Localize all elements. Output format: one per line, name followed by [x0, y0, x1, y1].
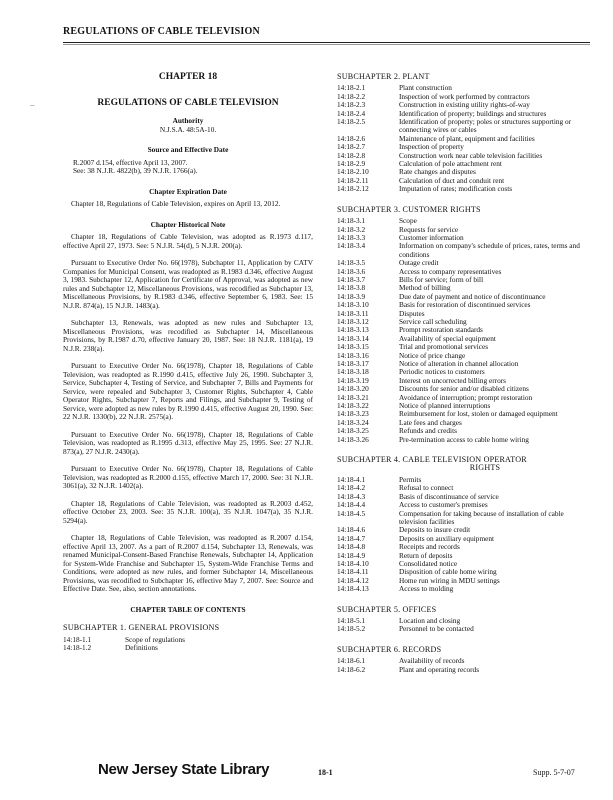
page-number: 18-1 [318, 768, 333, 777]
section-title: Discounts for senior and/or disabled citizens [399, 384, 529, 394]
section-title: Maintenance of plant, equipment and facilities [399, 133, 535, 143]
section-title: Refusal to connect [399, 483, 454, 493]
section-number: 14:18-3.26 [337, 434, 369, 444]
subchapter-5-list [337, 617, 593, 634]
subchapter-3-heading: SUBCHAPTER 3. CUSTOMER RIGHTS [337, 204, 481, 214]
section-title: Outage credit [399, 258, 439, 268]
section-title: Location and closing [399, 615, 461, 625]
subchapter-6-list [337, 657, 593, 674]
section-number: 14:18-2.5 [337, 117, 366, 127]
section-title: Plant construction [399, 83, 452, 93]
section-title: Service call scheduling [399, 316, 467, 326]
section-title: Availability of special equipment [399, 333, 496, 343]
expiration-heading: Chapter Expiration Date [149, 186, 227, 196]
section-number: 14:18-3.22 [337, 401, 369, 411]
section-number: 14:18-3.21 [337, 392, 369, 402]
section-number: 14:18-3.8 [337, 283, 366, 293]
history-paragraph: Pursuant to Executive Order No. 66(1978), Chapter 18, Regulations of Cable Television, was readopted as R.2000 d.155, effective March 17, 2000. See: 31 N.J.R. 3061(a), 32 N.J.R. 1402(a). [63, 464, 313, 490]
section-number: 14:18-3.24 [337, 417, 369, 427]
section-number: 14:18-4.7 [337, 533, 366, 543]
section-title: Late fees and charges [399, 417, 462, 427]
section-title: Access to molding [399, 584, 454, 594]
section-title: Construction work near cable television facilities [399, 150, 543, 160]
section-title: Deposits to insure credit [399, 525, 471, 535]
history-paragraph: Chapter 18, Regulations of Cable Television, was adopted as R.1973 d.117, effective April 27, 1973. See: 5 N.J.R. 54(d), 5 N.J.R. 200(a). [63, 232, 313, 250]
section-title: Avoidance of interruption; prompt restoration [399, 392, 533, 402]
toc-entry[interactable] [337, 185, 593, 193]
section-number: 14:18-2.3 [337, 100, 366, 110]
authority-text: N.J.S.A. 48:5A-10. [159, 124, 217, 134]
section-title: Basis for restoration of discontinued services [399, 300, 531, 310]
section-number: 14:18-4.9 [337, 550, 366, 560]
section-number: 14:18-3.19 [337, 375, 369, 385]
section-number: 14:18-2.7 [337, 142, 366, 152]
toc-entry[interactable] [337, 510, 593, 527]
section-number: 14:18-3.12 [337, 316, 369, 326]
section-number: 14:18-3.17 [337, 359, 369, 368]
section-number: 14:18-2.4 [337, 108, 366, 118]
toc-entry[interactable] [337, 226, 593, 234]
history-paragraph: Pursuant to Executive Order No. 66(1978), Chapter 18, Regulations of Cable Television, was readopted as R.1990 d.415, effective July 26, 1990. Subchapter 3, Service, Subchapter 4, Testing of Service, and Subchapter 7, Bills and Payments for Service, were repealed and Subchapter 3, Customer Rights, Subchapter 4, Cable Operator Rights, Subchapter 7, Reports and Filings, and Subchapter 9, Testing of Service, were adopted as new rules by R.1990 d.415, effective August 20, 1990. See: 22 N.J.R. 1330(b), 22 N.J.R. 2575(a). [63, 361, 313, 421]
section-title: Access to customer's premises [399, 500, 488, 510]
section-number: 14:18-3.6 [337, 266, 366, 276]
section-number: 14:18-2.6 [337, 133, 366, 143]
section-number: 14:18-3.20 [337, 384, 369, 394]
section-title: Bills for service; form of bill [399, 274, 484, 284]
section-title: Plant and operating records [399, 664, 480, 674]
toc-entry[interactable] [337, 135, 593, 143]
section-title: Rate changes and disputes [399, 167, 476, 177]
section-title: Personnel to be contacted [399, 624, 474, 634]
section-title: Basis of discontinuance of service [399, 491, 499, 501]
toc-entry[interactable] [337, 666, 593, 674]
section-title: Prompt restoration standards [399, 325, 483, 335]
section-title: Access to company representatives [399, 266, 502, 276]
history-paragraph: Chapter 18, Regulations of Cable Television, was readopted as R.2003 d.452, effective October 23, 2003. See: 35 N.J.R. 100(a), 35 N.J.R. 1047(a), 35 N.J.R. 5294(a). [63, 498, 313, 525]
history-paragraphs [63, 233, 313, 594]
section-title: Imputation of rates; modification costs [399, 184, 513, 194]
section-title: Identification of property; buildings and structures [399, 108, 547, 118]
section-number: 14:18-4.4 [337, 500, 366, 510]
toc-entry[interactable] [337, 276, 593, 284]
section-title: Calculation of duct and conduit rent [399, 175, 505, 185]
toc-entry[interactable] [337, 535, 593, 543]
toc-entry[interactable] [337, 217, 593, 225]
chapter-title: REGULATIONS OF CABLE TELEVISION [97, 97, 279, 108]
subchapter-4-heading-line-2: RIGHTS [469, 463, 501, 473]
section-title: Periodic notices to customers [399, 367, 485, 377]
subchapter-4 [337, 456, 593, 594]
subchapter-3-list [337, 217, 593, 444]
section-title: Identification of property; poles or structures supporting or connecting wires or cables [399, 117, 572, 135]
source-line-1: R.2007 d.154, effective April 13, 2007. [73, 157, 188, 167]
section-title: Inspection of property [399, 142, 464, 152]
section-title: Customer information [399, 232, 464, 242]
section-title: Disposition of cable home wiring [399, 567, 497, 577]
toc-entry[interactable]: 14:18-1.2 Definitions [63, 643, 158, 652]
section-title: Consolidated notice [399, 558, 458, 568]
right-column [337, 73, 593, 686]
toc-entry[interactable] [337, 118, 593, 135]
section-number: 14:18-6.1 [337, 656, 366, 666]
subchapter-2-heading: SUBCHAPTER 2. PLANT [337, 72, 430, 81]
section-title: Inspection of work performed by contractors [399, 91, 530, 101]
section-number: 14:18-2.9 [337, 159, 366, 169]
section-number: 14:18-2.2 [337, 91, 366, 101]
supplement-date: Supp. 5-7-07 [533, 768, 575, 777]
section-number: 14:18-3.13 [337, 325, 369, 335]
toc-entry[interactable] [337, 419, 593, 427]
section-number: 14:18-3.4 [337, 241, 366, 251]
section-title: Method of billing [399, 283, 451, 293]
margin-mark: – [30, 100, 35, 110]
source-line-2: See: 38 N.J.R. 4822(b), 39 N.J.R. 1766(a). [73, 166, 198, 175]
toc-entry[interactable] [337, 301, 593, 309]
section-number: 14:18-3.7 [337, 274, 366, 284]
section-title: Receipts and records [399, 542, 460, 552]
section-number: 14:18-2.1 [337, 83, 366, 93]
section-title: Home run wiring in MDU settings [399, 575, 500, 585]
history-paragraph: Pursuant to Executive Order No. 66(1978), Chapter 18, Regulations of Cable Television, was readopted as R.1995 d.313, effective May 25, 1995. See: 27 N.J.R. 873(a), 27 N.J.R. 2430(a). [63, 429, 313, 456]
section-title: Notice of alteration in channel allocation [399, 359, 519, 368]
toc-entry[interactable]: 14:18-1.1 Scope of regulations [63, 634, 185, 644]
toc-entry[interactable] [337, 343, 593, 351]
section-title: Interest on uncorrected billing errors [399, 375, 506, 385]
section-number: 14:18-4.1 [337, 474, 366, 484]
header-rule-secondary [63, 44, 590, 45]
subchapter-3 [337, 206, 593, 444]
section-title: Disputes [399, 308, 425, 318]
section-number: 14:18-2.11 [337, 175, 369, 185]
toc-entry[interactable] [337, 476, 593, 484]
running-head: REGULATIONS OF CABLE TELEVISION [63, 26, 260, 37]
subchapter-1-heading: SUBCHAPTER 1. GENERAL PROVISIONS [63, 623, 220, 632]
section-number: 14:18-2.8 [337, 150, 366, 160]
left-column [63, 73, 313, 653]
source-heading: Source and Effective Date [147, 145, 229, 154]
section-number: 14:18-3.11 [337, 308, 369, 318]
subchapter-4-heading-line-1: SUBCHAPTER 4. CABLE TELEVISION OPERATOR [337, 455, 527, 465]
section-title: Availability of records [399, 656, 465, 666]
subchapter-2-list [337, 84, 593, 193]
section-number: 14:18-3.9 [337, 291, 366, 301]
subchapter-4-heading [337, 456, 593, 473]
section-title: Notice of price change [399, 350, 466, 360]
section-number: 14:18-4.11 [337, 567, 369, 577]
section-number: 14:18-3.10 [337, 300, 369, 310]
section-title: Notice of planned interruptions [399, 401, 491, 411]
section-number: 14:18-3.18 [337, 367, 369, 377]
section-title: Trial and promotional services [399, 342, 489, 352]
section-number: 14:18-2.10 [337, 167, 369, 177]
section-title: Requests for service [399, 224, 459, 234]
section-title: Deposits on auxiliary equipment [399, 533, 495, 543]
subchapter-4-list [337, 476, 593, 594]
section-title: Construction in existing utility rights-of-way [399, 100, 530, 110]
section-number: 14:18-4.6 [337, 525, 366, 535]
section-number: 14:18-4.8 [337, 542, 366, 552]
toc-entry[interactable] [337, 410, 593, 418]
authority-heading: Authority [172, 116, 204, 125]
section-number: 14:18-3.16 [337, 350, 369, 360]
subchapter-5 [337, 606, 593, 634]
toc-entry[interactable] [337, 577, 593, 585]
section-title: Information on company's schedule of prices, rates, terms and conditions [399, 241, 580, 259]
section-number: 14:18-4.3 [337, 491, 366, 501]
section-number: 14:18-3.25 [337, 426, 369, 436]
history-paragraph: Pursuant to Executive Order No. 66(1978), Subchapter 11, Application by CATV Companies for Municipal Consent, was readopted as R.1983 d.346, effective August 3, 1983. Subchapter 12, Application for Certificate of Approval, was adopted as new rules and Subchapter 12, Miscellaneous Provisions, was recodified as Subchapter 13, Miscellaneous Provisions, by R.1983 d.346, effective September 6, 1983. See: 15 N.J.R. 874(a), 15 N.J.R. 1483(a). [63, 258, 313, 310]
toc-entry[interactable] [337, 242, 593, 259]
subchapter-6-heading: SUBCHAPTER 6. RECORDS [337, 644, 442, 654]
section-number: 14:18-3.15 [337, 342, 369, 352]
section-number: 14:18-4.2 [337, 483, 366, 493]
history-paragraph: Chapter 18, Regulations of Cable Television, was readopted as R.2007 d.154, effective April 13, 2007. As a part of R.2007 d.154, Subchapter 13, Renewals, was renamed Municipal-Consent-Based Franchise Renewals, Subchapter 14, Application for System-Wide Franchise and Subchapter 15, System-Wide Franchise Terms and Conditions, were adopted as new rules, and former Subchapter 14, Miscellaneous Provisions, was recodified to Subchapter 16, effective May 7, 2007. See: Source and Effective Date. See, also, section annotations. [63, 533, 313, 593]
library-stamp: New Jersey State Library [98, 761, 270, 778]
section-title: Calculation of pole attachment rent [399, 159, 502, 169]
header-rule [63, 42, 590, 43]
section-number: 14:18-3.23 [337, 409, 369, 419]
toc-entry[interactable] [337, 625, 593, 633]
section-number: 14:18-3.14 [337, 333, 369, 343]
subchapter-5-heading: SUBCHAPTER 5. OFFICES [337, 604, 437, 614]
section-title: Return of deposits [399, 550, 453, 560]
section-number: 14:18-4.12 [337, 575, 369, 585]
subchapter-2 [337, 73, 593, 194]
section-title: Due date of payment and notice of discontinuance [399, 291, 546, 301]
toc-entry[interactable] [337, 543, 593, 551]
section-title: Refunds and credits [399, 426, 457, 436]
section-number: 14:18-5.2 [337, 624, 366, 634]
section-title: Compensation for taking because of installation of cable television facilities [399, 508, 564, 526]
section-number: 14:18-6.2 [337, 664, 366, 674]
chapter-number: CHAPTER 18 [158, 72, 218, 82]
toc-entry[interactable] [337, 552, 593, 560]
section-number: 14:18-3.5 [337, 258, 366, 268]
expiration-text: Chapter 18, Regulations of Cable Television, expires on April 13, 2012. [71, 199, 281, 208]
section-title: Scope [399, 216, 417, 226]
section-number: 14:18-2.12 [337, 184, 369, 194]
toc-heading: CHAPTER TABLE OF CONTENTS [130, 604, 246, 614]
history-paragraph: Subchapter 13, Renewals, was adopted as new rules and Subchapter 13, Miscellaneous Provisions, was recodified as Subchapter 14, Miscellaneous Provisions, by R.1987 d.70, effective January 20, 1987. See: 18 N.J.R. 1181(a), 19 N.J.R. 238(a). [63, 318, 313, 353]
section-title: Permits [399, 474, 422, 484]
toc-entry[interactable] [337, 436, 593, 444]
section-title: Reimbursement for lost, stolen or damaged equipment [399, 409, 558, 419]
section-number: 14:18-3.1 [337, 216, 366, 226]
toc-entry[interactable] [337, 585, 593, 593]
subchapter-6 [337, 646, 593, 674]
section-number: 14:18-5.1 [337, 615, 366, 625]
section-number: 14:18-4.10 [337, 558, 369, 568]
section-number: 14:18-3.3 [337, 232, 366, 242]
history-heading: Chapter Historical Note [150, 219, 226, 229]
section-number: 14:18-4.5 [337, 508, 366, 518]
section-number: 14:18-3.2 [337, 224, 366, 234]
section-number: 14:18-4.13 [337, 584, 369, 594]
subchapter-1-list [63, 636, 313, 653]
section-title: Pre-termination access to cable home wiring [399, 434, 529, 444]
